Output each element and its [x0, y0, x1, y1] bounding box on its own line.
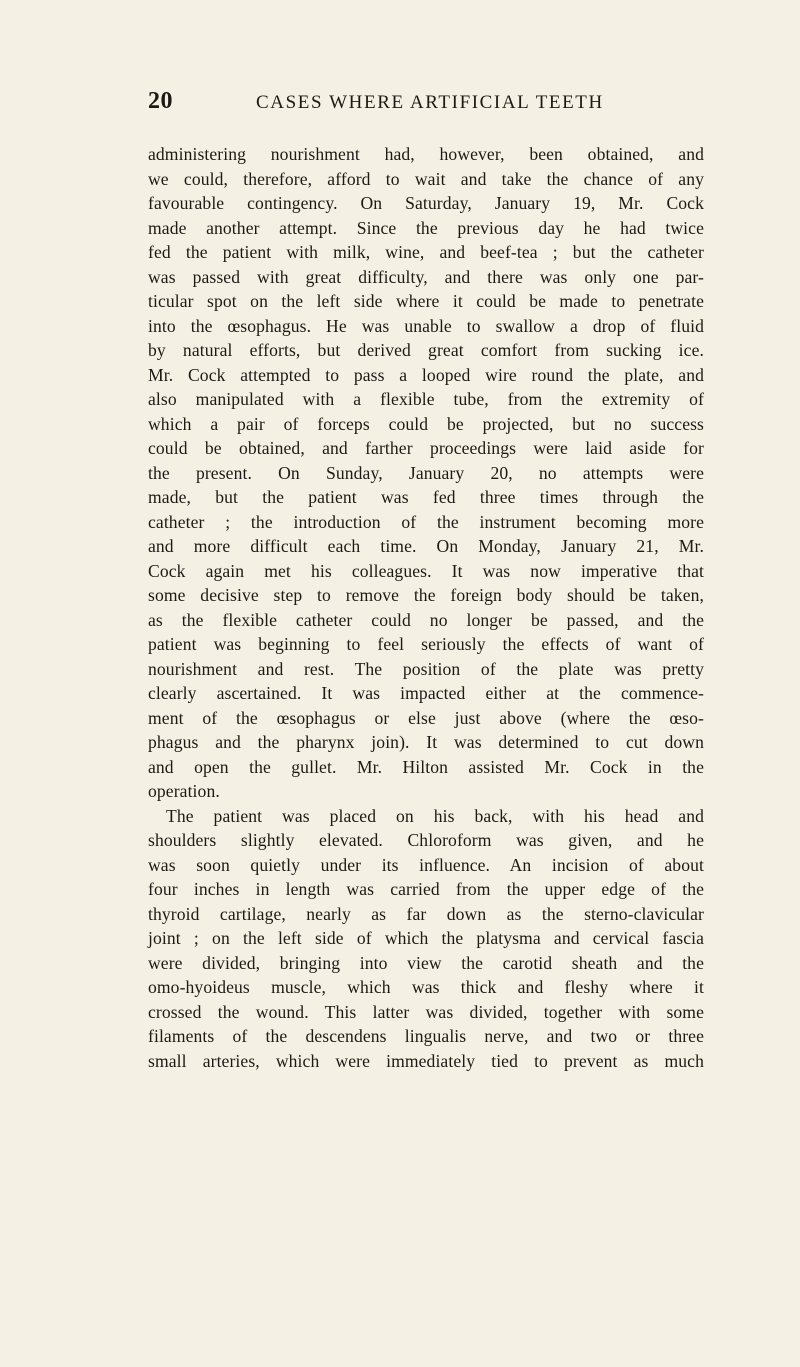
body-text	[148, 142, 704, 1073]
text-line: was passed with great difficulty, and there was only one par-	[148, 266, 704, 287]
text-line: Mr. Cock attempted to pass a looped wire round the plate, and	[148, 364, 704, 385]
text-line: which a pair of forceps could be projected, but no success	[148, 413, 704, 434]
text-line: nourishment and rest. The position of the plate was pretty	[148, 658, 704, 679]
text-line: clearly ascertained. It was impacted either at the commence-	[148, 683, 704, 703]
text-line-paragraph-start: The patient was placed on his back, with his head and	[166, 805, 704, 826]
text-line: and more difficult each time. On Monday, January 21, Mr.	[148, 536, 704, 556]
text-line: favourable contingency. On Saturday, January 19, Mr. Cock	[148, 193, 704, 213]
text-line: administering nourishment had, however, been obtained, and	[148, 144, 704, 164]
text-line-paragraph-end: operation.	[148, 781, 220, 801]
text-line: made another attempt. Since the previous day he had twice	[148, 217, 704, 238]
text-line: the present. On Sunday, January 20, no attempts were	[148, 462, 704, 483]
text-line: also manipulated with a flexible tube, from the extremity of	[148, 389, 704, 409]
text-line: crossed the wound. This latter was divided, together with some	[148, 1001, 704, 1022]
text-line: by natural efforts, but derived great comfort from sucking ice.	[148, 340, 704, 360]
page-header	[148, 88, 708, 118]
text-line: joint ; on the left side of which the platysma and cervical fascia	[148, 928, 704, 948]
text-line: catheter ; the introduction of the instrument becoming more	[148, 511, 704, 532]
text-line: we could, therefore, afford to wait and take the chance of any	[148, 168, 704, 189]
text-line: into the œsophagus. He was unable to swallow a drop of fluid	[148, 315, 704, 336]
page-number: 20	[148, 88, 173, 114]
text-line: small arteries, which were immediately tied to prevent as much	[148, 1050, 704, 1071]
text-line: omo-hyoideus muscle, which was thick and fleshy where it	[148, 977, 704, 997]
text-line: some decisive step to remove the foreign body should be taken,	[148, 585, 704, 605]
text-line: could be obtained, and farther proceedings were laid aside for	[148, 438, 704, 458]
text-line: and open the gullet. Mr. Hilton assisted Mr. Cock in the	[148, 756, 704, 777]
text-line: made, but the patient was fed three times through the	[148, 487, 704, 507]
text-line: ment of the œsophagus or else just above (where the œso-	[148, 707, 704, 728]
running-head: CASES WHERE ARTIFICIAL TEETH	[256, 92, 604, 113]
text-line: thyroid cartilage, nearly as far down as the sterno-clavicular	[148, 903, 704, 924]
text-line: ticular spot on the left side where it could be made to penetrate	[148, 291, 704, 311]
text-line: Cock again met his colleagues. It was now imperative that	[148, 560, 704, 581]
text-line: patient was beginning to feel seriously the effects of want of	[148, 634, 704, 654]
text-line: was soon quietly under its influence. An incision of about	[148, 854, 704, 875]
text-line: were divided, bringing into view the carotid sheath and the	[148, 952, 704, 973]
text-line: shoulders slightly elevated. Chloroform was given, and he	[148, 830, 704, 850]
text-line: four inches in length was carried from the upper edge of the	[148, 879, 704, 899]
text-line: phagus and the pharynx join). It was determined to cut down	[148, 732, 704, 752]
text-line: as the flexible catheter could no longer be passed, and the	[148, 609, 704, 630]
text-line: filaments of the descendens lingualis nerve, and two or three	[148, 1026, 704, 1046]
text-line: fed the patient with milk, wine, and beef-tea ; but the catheter	[148, 242, 704, 262]
